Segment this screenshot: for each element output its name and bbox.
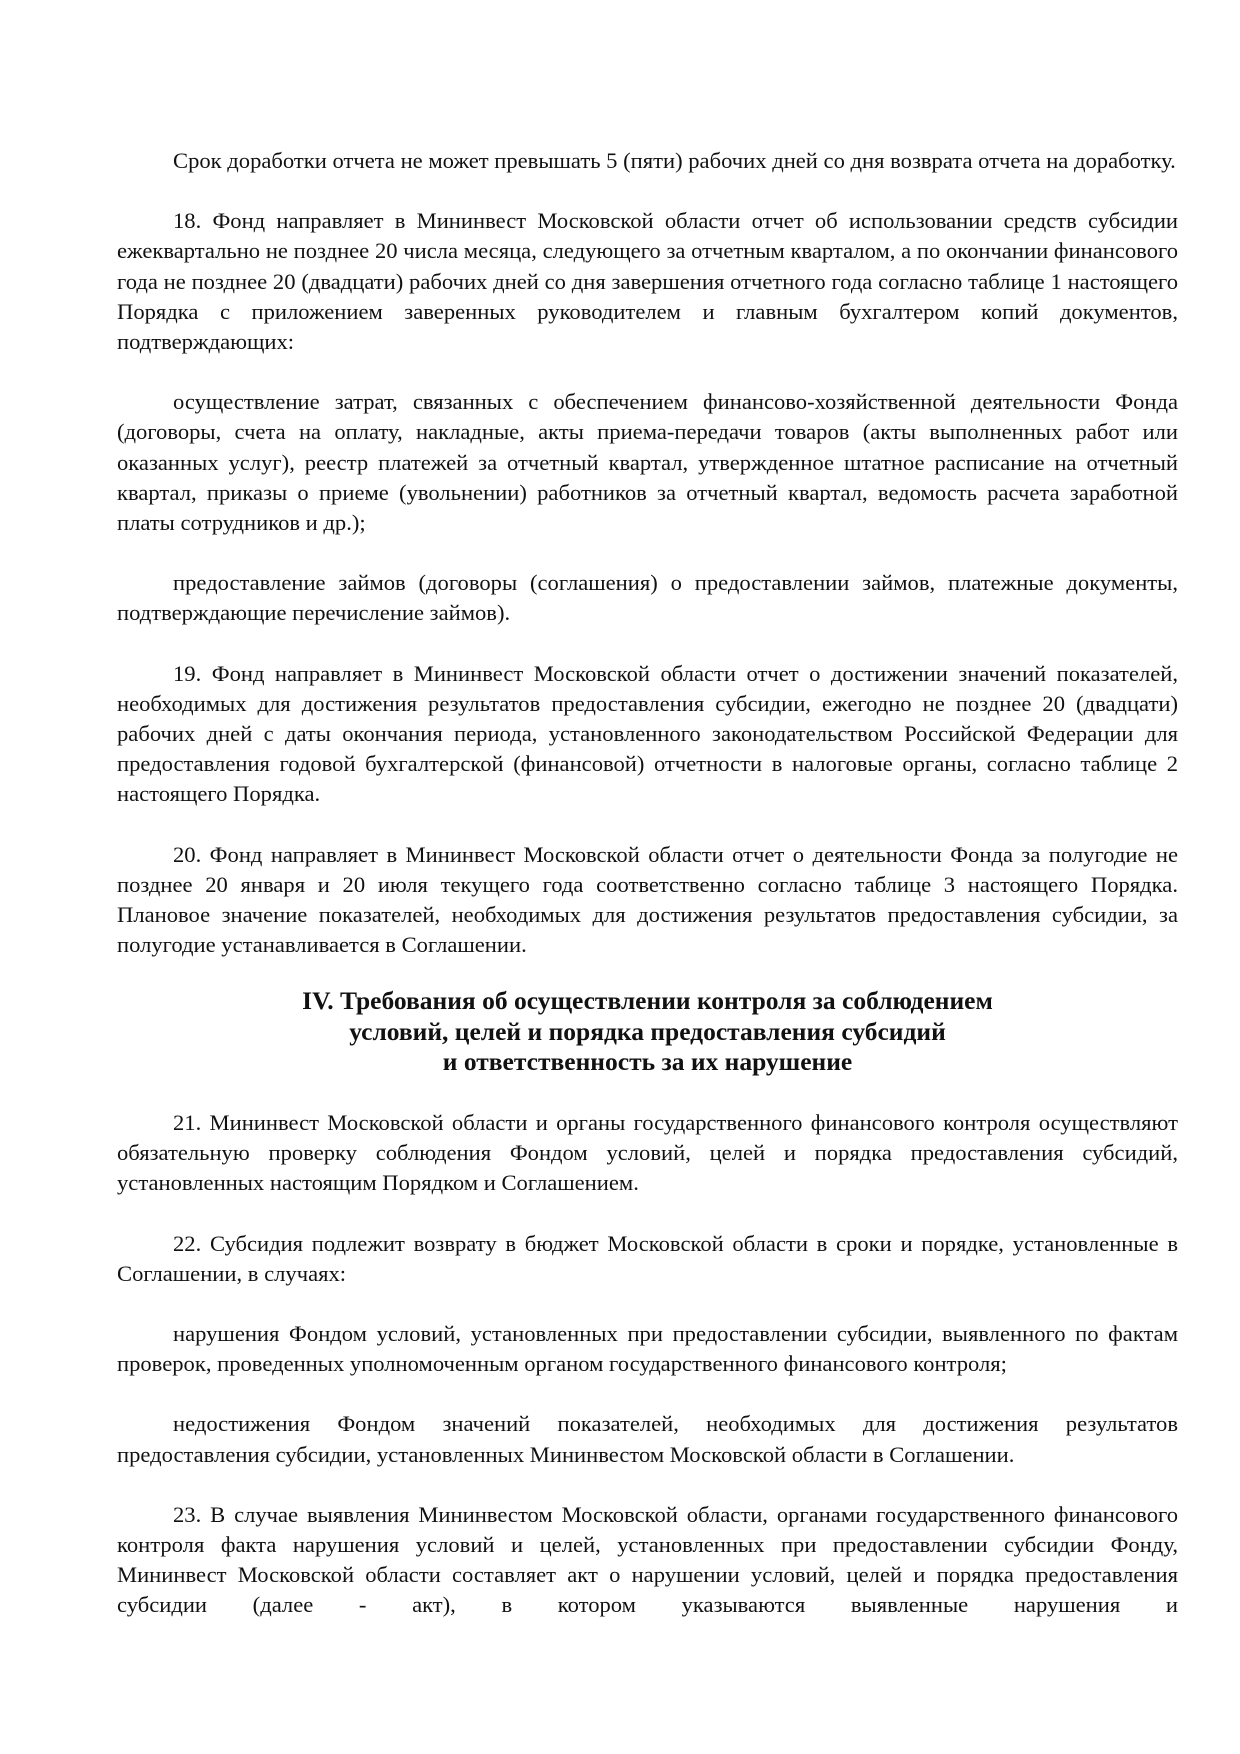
section-heading-line-2: условий, целей и порядка предоставления субсидий bbox=[349, 1016, 946, 1046]
paragraph-23: 23. В случае выявления Мининвестом Московской области, органами государственного финансового контроля факта нарушения условий и целей, установленных при предоставлении субсидии Фонду, Мининвест Московской области составляет акт о нарушении условий, целей и порядка предоставления субсидии (далее - акт), в котором указываются выявленные нарушения и bbox=[117, 1501, 1178, 1618]
paragraph-violation-conditions: нарушения Фондом условий, установленных при предоставлении субсидии, выявленного по фактам проверок, проведенных уполномоченным органом государственного финансового контроля; bbox=[117, 1320, 1178, 1377]
paragraph-22: 22. Субсидия подлежит возврату в бюджет Московской области в сроки и порядке, установленные в Соглашении, в случаях: bbox=[117, 1230, 1178, 1286]
paragraph-indicators-not-achieved: недостижения Фондом значений показателей, необходимых для достижения результатов предоставления субсидии, установленных Мининвестом Московской области в Соглашении. bbox=[117, 1411, 1178, 1467]
paragraph-18: 18. Фонд направляет в Мининвест Московской области отчет об использовании средств субсидии ежеквартально не позднее 20 числа месяца, следующего за отчетным кварталом, а по окончании финансового года не позднее 20 (двадцати) рабочих дней со дня завершения отчетного года согласно таблице 1 настоящего Порядка с приложением заверенных руководителем и главным бухгалтером копий документов, подтверждающих: bbox=[117, 208, 1178, 355]
paragraph-expenses: осуществление затрат, связанных с обеспечением финансово-хозяйственной деятельности Фонда (договоры, счета на оплату, накладные, акты приема-передачи товаров (акты выполненных работ или оказанных услуг), реестр платежей за отчетный квартал, утвержденное штатное расписание на отчетный квартал, приказы о приеме (увольнении) работников за отчетный квартал, ведомость расчета заработной платы сотрудников и др.); bbox=[117, 389, 1178, 536]
section-heading-line-3: и ответственность за их нарушение bbox=[442, 1047, 853, 1077]
section-heading bbox=[117, 986, 1178, 1078]
paragraph-19: 19. Фонд направляет в Мининвест Московской области отчет о достижении значений показателей, необходимых для достижения результатов предоставления субсидии, ежегодно не позднее 20 (двадцати) рабочих дней с даты окончания периода, установленного законодательством Российской Федерации для предоставления годовой бухгалтерской (финансовой) отчетности в налоговые органы, согласно таблице 2 настоящего Порядка. bbox=[117, 660, 1178, 807]
paragraph-loans: предоставление займов (договоры (соглашения) о предоставлении займов, платежные документы, подтверждающие перечисление займов). bbox=[117, 570, 1178, 626]
section-heading-line-1: IV. Требования об осуществлении контроля за соблюдением bbox=[302, 986, 993, 1016]
paragraph-20: 20. Фонд направляет в Мининвест Московской области отчет о деятельности Фонда за полугодие не позднее 20 января и 20 июля текущего года соответственно согласно таблице 3 настоящего Порядка. Плановое значение показателей, необходимых для достижения результатов предоставления субсидии, за полугодие устанавливается в Соглашении. bbox=[117, 841, 1178, 958]
document-page bbox=[117, 146, 1178, 1621]
paragraph-revision-deadline: Срок доработки отчета не может превышать 5 (пяти) рабочих дней со дня возврата отчета на доработку. bbox=[173, 148, 1176, 173]
paragraph-21: 21. Мининвест Московской области и органы государственного финансового контроля осуществляют обязательную проверку соблюдения Фондом условий, целей и порядка предоставления субсидий, установленных настоящим Порядком и Соглашением. bbox=[117, 1109, 1178, 1196]
